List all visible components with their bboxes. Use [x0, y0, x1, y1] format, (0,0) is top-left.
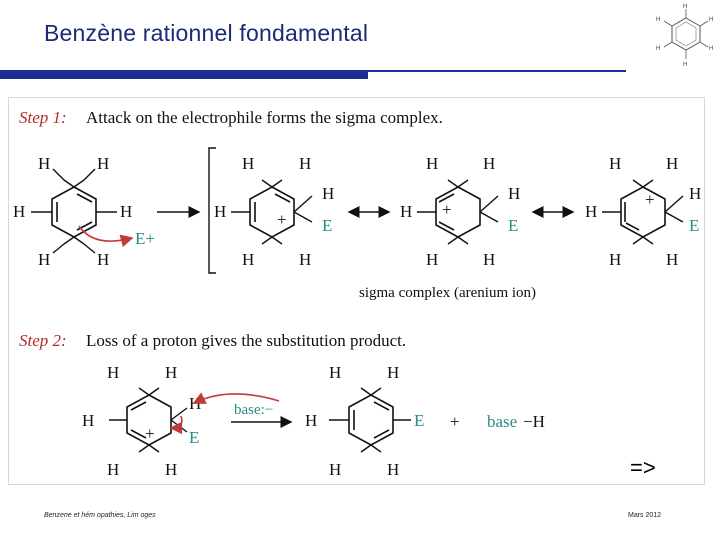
atom-h: H: [299, 154, 312, 173]
byproduct-h: −H: [523, 412, 545, 431]
sigma-complex-c: [602, 180, 683, 244]
atom-e: E: [414, 411, 425, 430]
next-slide-marker[interactable]: =>: [630, 455, 656, 480]
byproduct-base: base: [487, 412, 518, 431]
atom-h: H: [165, 460, 178, 479]
atom-h: H: [483, 250, 496, 269]
atom-h: H: [329, 460, 342, 479]
atom-h: H: [585, 202, 598, 221]
atom-h: H: [242, 154, 255, 173]
atom-h: H: [120, 202, 133, 221]
atom-h: H: [387, 460, 400, 479]
atom-h: H: [82, 411, 95, 430]
step2-caption: Loss of a proton gives the substitution product.: [86, 331, 407, 350]
step1-caption: Attack on the electrophile forms the sigma complex.: [86, 108, 443, 127]
svg-text:H: H: [656, 46, 661, 52]
atom-h: H: [400, 202, 413, 221]
atom-h: H: [38, 154, 51, 173]
atom-h: H: [666, 250, 679, 269]
sigma-complex-a: [231, 180, 312, 244]
atom-h: H: [189, 394, 202, 413]
atom-h: H: [426, 154, 439, 173]
atom-h: H: [97, 154, 110, 173]
title-underline-rule: [368, 70, 626, 72]
mechanism-panel: [8, 97, 705, 485]
sigma-complex-label: sigma complex (arenium ion): [359, 285, 537, 301]
atom-h: H: [609, 154, 622, 173]
atom-h: H: [387, 363, 400, 382]
atom-h: H: [329, 363, 342, 382]
svg-text:H: H: [683, 4, 688, 10]
atom-h: H: [107, 363, 120, 382]
footer-source: Benzene et hém opathies, Lim oges: [44, 512, 156, 519]
atom-e: E: [689, 216, 700, 235]
curved-electron-arrow: [79, 226, 132, 241]
atom-h: H: [214, 202, 227, 221]
positive-charge: +: [442, 200, 452, 219]
atom-h: H: [305, 411, 318, 430]
positive-charge: +: [277, 210, 287, 229]
atom-e: E: [322, 216, 333, 235]
svg-text:H: H: [709, 17, 714, 23]
svg-text:H: H: [709, 46, 714, 52]
atom-h: H: [508, 184, 521, 203]
sigma-complex-b: [417, 180, 498, 244]
benzene-logo-icon: [650, 0, 720, 70]
svg-text:H: H: [683, 62, 688, 68]
atom-h: H: [38, 250, 51, 269]
footer-date: Mars 2012: [628, 512, 662, 519]
base-label: base:−: [234, 402, 274, 418]
svg-text:H: H: [656, 17, 661, 23]
electrophile-label: E+: [135, 229, 155, 248]
benzene-product: [329, 388, 411, 452]
positive-charge: +: [645, 190, 655, 209]
atom-h: H: [609, 250, 622, 269]
atom-e: E: [189, 428, 200, 447]
atom-h: H: [165, 363, 178, 382]
atom-h: H: [689, 184, 702, 203]
title-underline-bar: [0, 70, 368, 79]
atom-h: H: [426, 250, 439, 269]
atom-h: H: [97, 250, 110, 269]
step1-label: Step 1:: [19, 108, 67, 127]
plus-sign: +: [450, 412, 460, 431]
atom-h: H: [242, 250, 255, 269]
atom-e: E: [508, 216, 519, 235]
atom-h: H: [322, 184, 335, 203]
step2-label: Step 2:: [19, 331, 67, 350]
positive-charge: +: [145, 424, 155, 443]
atom-h: H: [299, 250, 312, 269]
atom-h: H: [666, 154, 679, 173]
atom-h: H: [107, 460, 120, 479]
atom-h: H: [13, 202, 26, 221]
slide-title: Benzène rationnel fondamental: [44, 20, 369, 46]
atom-h: H: [483, 154, 496, 173]
